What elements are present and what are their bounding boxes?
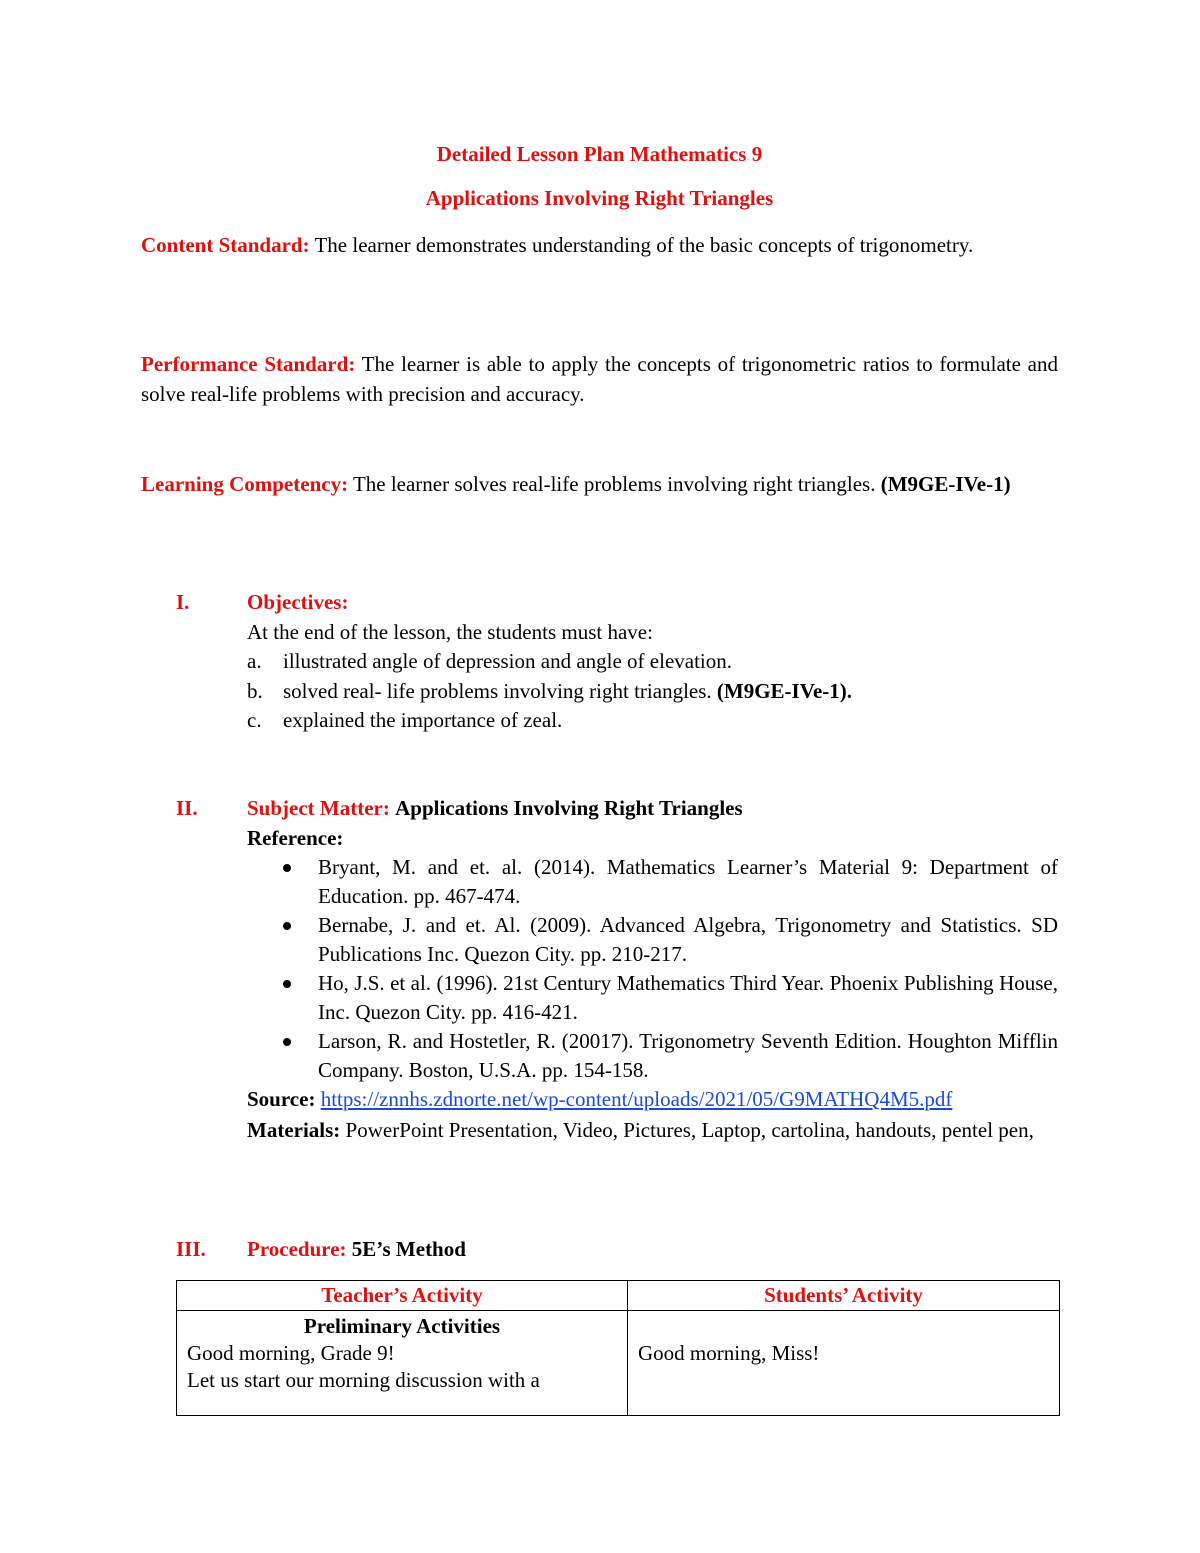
bullet-icon bbox=[283, 1038, 291, 1046]
teacher-activity-cell bbox=[177, 1311, 628, 1416]
source-link[interactable]: https://znnhs.zdnorte.net/wp-content/uploads/2021/05/G9MATHQ4M5.pdf bbox=[320, 1087, 953, 1111]
reference-item bbox=[247, 853, 1058, 911]
objectives-intro: At the end of the lesson, the students must have: bbox=[247, 619, 653, 644]
reference-label: Reference: bbox=[247, 825, 344, 850]
procedure-method: 5E’s Method bbox=[351, 1237, 466, 1261]
source-line bbox=[247, 1085, 1058, 1115]
objective-text: solved real- life problems involving right triangles. bbox=[283, 678, 712, 703]
students-activity-header: Students’ Activity bbox=[628, 1281, 1060, 1311]
objectives-numeral: I. bbox=[176, 590, 190, 614]
teacher-line: Good morning, Grade 9! bbox=[187, 1341, 395, 1365]
subject-matter-numeral: II. bbox=[176, 796, 198, 820]
reference-text: Ho, J.S. et al. (1996). 21st Century Mathematics Third Year. Phoenix Publishing House, Inc. Quezon City. pp. 416-421. bbox=[318, 971, 1058, 1024]
bullet-icon bbox=[283, 980, 291, 988]
content-standard-label: Content Standard: bbox=[141, 233, 310, 257]
performance-standard-text: The learner is able to apply the concepts of trigonometric ratios to formulate and solve real-life problems with precision and accuracy. bbox=[141, 352, 1059, 406]
reference-item bbox=[247, 1027, 1058, 1085]
subject-matter-topic: Applications Involving Right Triangles bbox=[395, 796, 743, 820]
learning-competency-text: The learner solves real-life problems involving right triangles. bbox=[352, 472, 876, 496]
reference-item bbox=[247, 969, 1058, 1027]
document-title: Detailed Lesson Plan Mathematics 9 bbox=[436, 142, 763, 166]
objective-text: explained the importance of zeal. bbox=[283, 708, 563, 732]
objective-text: illustrated angle of depression and angle of elevation. bbox=[283, 649, 733, 673]
procedure-heading bbox=[247, 1235, 1058, 1265]
materials-text: PowerPoint Presentation, Video, Pictures, Laptop, cartolina, handouts, pentel pen, bbox=[345, 1117, 1034, 1142]
subject-matter-label: Subject Matter: bbox=[247, 796, 390, 820]
content-standard bbox=[141, 230, 1058, 260]
document-subtitle: Applications Involving Right Triangles bbox=[425, 186, 774, 210]
learning-competency bbox=[141, 469, 1058, 499]
reference-text: Larson, R. and Hostetler, R. (20017). Trigonometry Seventh Edition. Houghton Mifflin Company. Boston, U.S.A. pp. 154-158. bbox=[318, 1029, 1058, 1082]
reference-text: Bernabe, J. and et. Al. (2009). Advanced Algebra, Trigonometry and Statistics. SD Publications Inc. Quezon City. pp. 210-217. bbox=[318, 913, 1058, 966]
materials-label: Materials: bbox=[247, 1117, 341, 1142]
objective-item bbox=[247, 677, 1058, 707]
activity-table bbox=[176, 1280, 1060, 1416]
content-standard-text: The learner demonstrates understanding of the basic concepts of trigonometry. bbox=[314, 233, 974, 257]
subject-matter-heading bbox=[247, 794, 1058, 824]
procedure-numeral: III. bbox=[176, 1237, 206, 1261]
reference-text: Bryant, M. and et. al. (2014). Mathematics Learner’s Material 9: Department of Education. pp. 467-474. bbox=[318, 855, 1058, 908]
student-line: Good morning, Miss! bbox=[638, 1341, 820, 1365]
bullet-icon bbox=[283, 864, 291, 872]
table-row bbox=[177, 1311, 1060, 1416]
objective-letter: c. bbox=[247, 708, 262, 732]
objective-letter: a. bbox=[247, 649, 262, 673]
bullet-icon bbox=[283, 922, 291, 930]
objective-code: (M9GE-IVe-1). bbox=[716, 678, 853, 703]
objective-item bbox=[247, 706, 1058, 736]
source-label: Source: bbox=[247, 1087, 316, 1111]
learning-competency-code: (M9GE-IVe-1) bbox=[880, 472, 1011, 496]
teacher-line: Let us start our morning discussion with a bbox=[187, 1368, 540, 1392]
materials-line bbox=[247, 1115, 1058, 1145]
performance-standard bbox=[141, 349, 1058, 409]
procedure-label: Procedure: bbox=[247, 1237, 347, 1261]
reference-item bbox=[247, 911, 1058, 969]
learning-competency-label: Learning Competency: bbox=[141, 472, 349, 496]
students-activity-cell bbox=[628, 1311, 1060, 1416]
preliminary-activities-heading: Preliminary Activities bbox=[303, 1314, 501, 1338]
objective-item bbox=[247, 647, 1058, 677]
performance-standard-label: Performance Standard: bbox=[141, 352, 356, 376]
objectives-heading: Objectives: bbox=[247, 590, 349, 614]
table-header-row bbox=[177, 1281, 1060, 1311]
teacher-activity-header: Teacher’s Activity bbox=[177, 1281, 628, 1311]
objective-letter: b. bbox=[247, 678, 263, 703]
